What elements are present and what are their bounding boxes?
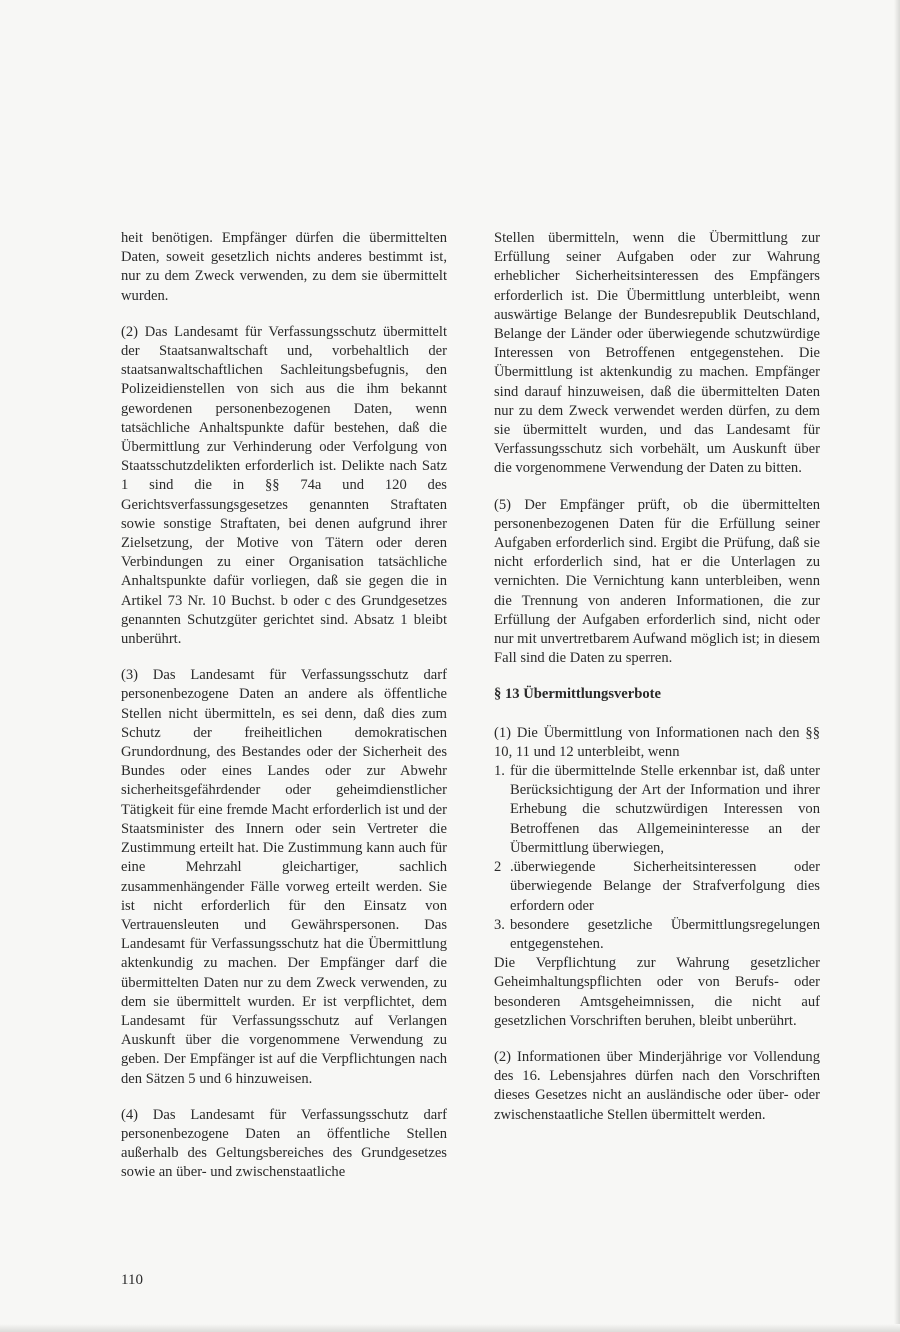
list-item-text: .überwiegende Sicherheitsinteressen oder überwiegende Belange der Strafverfolgung dies erfordern oder <box>510 859 820 914</box>
paragraph-continuation: heit benötigen. Empfänger dürfen die übermittelten Daten, soweit gesetzlich nichts anderes bestimmt ist, nur zu dem Zweck verwenden, zu dem sie übermittelt wurden. <box>121 230 447 304</box>
paragraph-4: (4) Das Landesamt für Verfassungsschutz darf personenbezogene Daten an öffentliche Stellen außerhalb des Geltungsbereiches des Grundgesetzes sowie an über- und zwischenstaatliche <box>121 1106 447 1181</box>
list-item-text: besondere gesetzliche Übermittlungsregelungen entgegenstehen. <box>510 916 820 952</box>
right-column <box>494 229 820 1125</box>
section-heading: § 13 Übermittlungsverbote <box>494 686 661 703</box>
list-item <box>494 858 820 916</box>
obligation-paragraph: Die Verpflichtung zur Wahrung gesetzlicher Geheimhaltungspflichten oder von Berufs- oder besonderen Amtsgeheimnissen, die nicht auf gesetzlichen Vorschriften beruhen, bleibt unberührt. <box>494 955 820 1029</box>
left-column <box>121 229 447 1183</box>
section-13-paragraph-1: (1) Die Übermittlung von Informationen nach den §§ 10, 11 und 12 unterbleibt, wenn <box>494 724 820 760</box>
list-item <box>494 916 820 954</box>
list-item-number: 2 <box>494 859 502 876</box>
paragraph-3: (3) Das Landesamt für Verfassungsschutz darf personenbezogene Daten an andere als öffentliche Stellen nicht übermitteln, es sei denn, daß dies zum Schutz der freiheitlichen demokratischen Grundordnung, des Bestandes oder der Sicherheit des Bundes oder eines Landes oder zur Abwehr sicherheitsgefährdender oder geheimdienstlicher Tätigkeit für eine fremde Macht erforderlich ist und der Staatsminister des Innern oder sein Vertreter die Zustimmung erteilt hat. Die Zustimmung kann auch für eine Mehrzahl gleichartiger, sachlich zusammenhängender Fälle vorweg erteilt werden. Sie ist nicht erforderlich für den Einsatz von Vertrauensleuten und Gewährspersonen. Das Landesamt für Verfassungsschutz hat die Übermittlung aktenkundig zu machen. Der Empfänger darf die übermittelten Daten nur zu dem Zweck verwenden, zu dem sie übermittelt wurden. Er ist verpflichtet, dem Landesamt für Verfassungsschutz auf Verlangen Auskunft über die vorgenommene Verwendung zu geben. Der Empfänger ist auf die Verpflichtungen nach den Sätzen 5 und 6 hinzuweisen. <box>121 667 447 1087</box>
paragraph-5: (5) Der Empfänger prüft, ob die übermittelten personenbezogenen Daten für die Erfüllung seiner Aufgaben erforderlich sind. Ergibt die Prüfung, daß sie nicht erforderlich sind, hat er die Unterlagen zu vernichten. Die Vernichtung kann unterbleiben, wenn die Trennung von anderen Informationen, die zur Erfüllung der Aufgaben erforderlich sind, nicht oder nur mit unvertretbarem Aufwand möglich ist; in diesem Fall sind die Daten zu sperren. <box>494 496 820 667</box>
page-number: 110 <box>121 1272 143 1288</box>
list-item-number: 1. <box>494 763 505 780</box>
paragraph-4-continuation: Stellen übermitteln, wenn die Übermittlung zur Erfüllung seiner Aufgaben oder zur Wahrung erheblicher Sicherheitsinteressen des Empfängers erforderlich ist. Die Übermittlung unterbleibt, wenn auswärtige Belange der Bundesrepublik Deutschland, Belange der Länder oder überwiegende schutzwürdige Interessen von Betroffenen entgegenstehen. Die Übermittlung ist aktenkundig zu machen. Empfänger sind darauf hinzuweisen, daß die übermittelten Daten nur zu dem Zweck verwendet werden dürfen, zu dem sie übermittelt wurden, und das Landesamt für Verfassungsschutz sich vorbehält, um Auskunft über die vorgenommene Verwendung der Daten zu bitten. <box>494 230 820 477</box>
list-item-number: 3. <box>494 916 505 933</box>
section-13-paragraph-2: (2) Informationen über Minderjährige vor Vollendung des 16. Lebensjahres dürfen nach den Vorschriften dieses Gesetzes nicht an ausländische oder über- oder zwischenstaatliche Stellen übermittelt werden. <box>494 1048 820 1123</box>
page-edge-shadow <box>894 0 900 1332</box>
page-bottom-shadow <box>0 1324 900 1332</box>
paragraph-2: (2) Das Landesamt für Verfassungsschutz übermittelt der Staatsanwaltschaft und, vorbehaltlich der staatsanwaltschaftlichen Sachleitungsbefugnis, den Polizeidienstellen von sich aus die ihm bekannt gewordenen personenbezogenen Daten, wenn tatsächliche Anhaltspunkte dafür bestehen, daß die Übermittlung zur Verhinderung oder Verfolgung von Staatsschutzdelikten erforderlich ist. Delikte nach Satz 1 sind die in §§ 74a und 120 des Gerichtsverfassungsgesetzes genannten Straftaten sowie sonstige Straftaten, bei denen aufgrund ihrer Zielsetzung, der Motive von Tätern oder deren Verbindungen zu einer Organisation tatsächliche Anhaltspunkte dafür vorliegen, daß sie gegen die in Artikel 73 Nr. 10 Buchst. b oder c des Grundgesetzes genannten Schutzgüter gerichtet sind. Absatz 1 bleibt unberührt. <box>121 323 447 648</box>
list-item <box>494 762 820 858</box>
condition-list <box>494 762 820 954</box>
list-item-text: für die übermittelnde Stelle erkennbar ist, daß unter Berücksichtigung der Art der Information und ihrer Erhebung die schutzwürdigen Interessen von Betroffenen das Allgemeininteresse an der Übermittlung überwiegen, <box>510 763 820 856</box>
